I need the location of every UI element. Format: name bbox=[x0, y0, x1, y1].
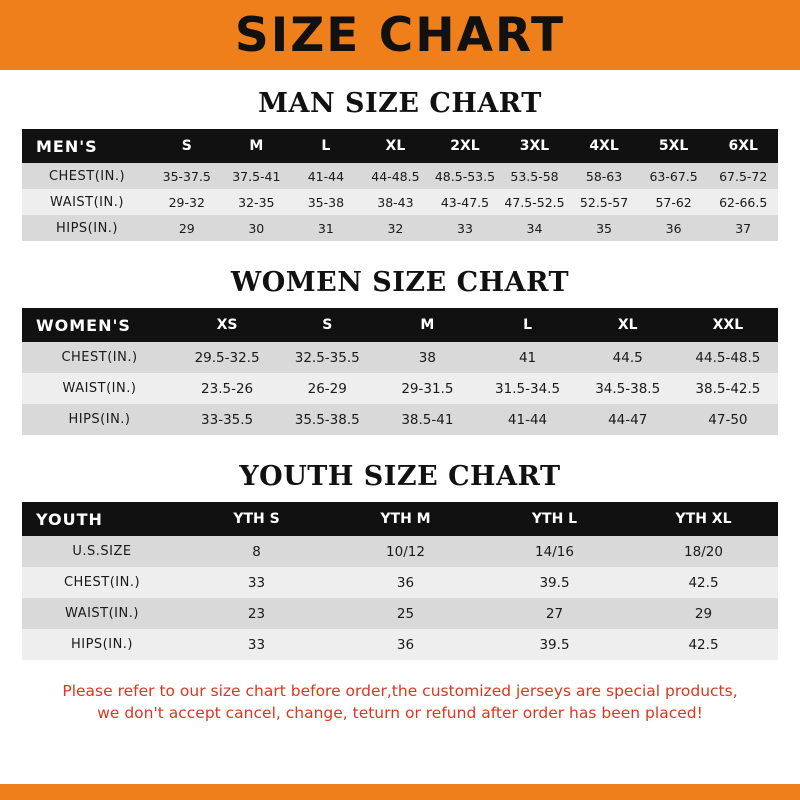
table-cell: 67.5-72 bbox=[708, 163, 778, 189]
table-cell: 23 bbox=[182, 598, 331, 629]
table-cell: 48.5-53.5 bbox=[430, 163, 500, 189]
table-cell: 14/16 bbox=[480, 536, 629, 567]
table-cell: 43-47.5 bbox=[430, 189, 500, 215]
table-cell: 26-29 bbox=[277, 373, 377, 404]
table-cell: 38 bbox=[377, 342, 477, 373]
table-cell: 29-32 bbox=[152, 189, 222, 215]
table-cell: 39.5 bbox=[480, 567, 629, 598]
table-cell: 31.5-34.5 bbox=[477, 373, 577, 404]
row-header: HIPS(IN.) bbox=[22, 629, 182, 660]
column-header: MEN'S bbox=[22, 129, 152, 163]
table-cell: 25 bbox=[331, 598, 480, 629]
table-cell: 29.5-32.5 bbox=[177, 342, 277, 373]
table-cell: 27 bbox=[480, 598, 629, 629]
table-row bbox=[22, 567, 778, 598]
women-size-table bbox=[22, 308, 778, 435]
row-header: CHEST(IN.) bbox=[22, 567, 182, 598]
column-header: 2XL bbox=[430, 129, 500, 163]
table-row bbox=[22, 404, 778, 435]
table-cell: 35.5-38.5 bbox=[277, 404, 377, 435]
column-header: YTH M bbox=[331, 502, 480, 536]
table-header-row bbox=[22, 129, 778, 163]
column-header: S bbox=[152, 129, 222, 163]
row-header: WAIST(IN.) bbox=[22, 598, 182, 629]
column-header: M bbox=[222, 129, 292, 163]
table-cell: 57-62 bbox=[639, 189, 709, 215]
column-header: 3XL bbox=[500, 129, 570, 163]
youth-section-title: YOUTH SIZE CHART bbox=[239, 461, 561, 492]
content-area bbox=[0, 88, 800, 725]
table-cell: 29 bbox=[152, 215, 222, 241]
table-row bbox=[22, 598, 778, 629]
row-header: HIPS(IN.) bbox=[22, 404, 177, 435]
table-cell: 32-35 bbox=[222, 189, 292, 215]
table-cell: 36 bbox=[331, 629, 480, 660]
column-header: YOUTH bbox=[22, 502, 182, 536]
column-header: XL bbox=[361, 129, 431, 163]
footnote-line-2: we don't accept cancel, change, teturn or refund after order has been placed! bbox=[97, 704, 703, 723]
table-cell: 31 bbox=[291, 215, 361, 241]
table-cell: 44.5-48.5 bbox=[678, 342, 778, 373]
row-header: WAIST(IN.) bbox=[22, 373, 177, 404]
table-cell: 23.5-26 bbox=[177, 373, 277, 404]
table-cell: 62-66.5 bbox=[708, 189, 778, 215]
table-row bbox=[22, 373, 778, 404]
table-cell: 42.5 bbox=[629, 629, 778, 660]
table-row bbox=[22, 342, 778, 373]
table-cell: 36 bbox=[331, 567, 480, 598]
table-cell: 41-44 bbox=[477, 404, 577, 435]
table-cell: 41-44 bbox=[291, 163, 361, 189]
table-row bbox=[22, 215, 778, 241]
table-cell: 53.5-58 bbox=[500, 163, 570, 189]
column-header: 6XL bbox=[708, 129, 778, 163]
table-header-row bbox=[22, 308, 778, 342]
column-header: YTH L bbox=[480, 502, 629, 536]
table-cell: 58-63 bbox=[569, 163, 639, 189]
man-size-table bbox=[22, 129, 778, 241]
header-bar bbox=[0, 0, 800, 70]
column-header: XS bbox=[177, 308, 277, 342]
column-header: L bbox=[477, 308, 577, 342]
table-cell: 32 bbox=[361, 215, 431, 241]
table-cell: 35-37.5 bbox=[152, 163, 222, 189]
table-cell: 30 bbox=[222, 215, 292, 241]
table-cell: 42.5 bbox=[629, 567, 778, 598]
table-cell: 41 bbox=[477, 342, 577, 373]
table-cell: 8 bbox=[182, 536, 331, 567]
table-cell: 33 bbox=[182, 567, 331, 598]
column-header: 4XL bbox=[569, 129, 639, 163]
table-cell: 37 bbox=[708, 215, 778, 241]
column-header: 5XL bbox=[639, 129, 709, 163]
column-header: WOMEN'S bbox=[22, 308, 177, 342]
table-cell: 44.5 bbox=[578, 342, 678, 373]
bottom-bar bbox=[0, 784, 800, 800]
women-section-title: WOMEN SIZE CHART bbox=[230, 267, 570, 298]
table-cell: 36 bbox=[639, 215, 709, 241]
table-cell: 32.5-35.5 bbox=[277, 342, 377, 373]
row-header: HIPS(IN.) bbox=[22, 215, 152, 241]
table-row bbox=[22, 189, 778, 215]
table-cell: 47.5-52.5 bbox=[500, 189, 570, 215]
row-header: CHEST(IN.) bbox=[22, 342, 177, 373]
column-header: L bbox=[291, 129, 361, 163]
table-cell: 52.5-57 bbox=[569, 189, 639, 215]
column-header: M bbox=[377, 308, 477, 342]
footnote-line-1: Please refer to our size chart before order,the customized jerseys are special products, bbox=[62, 682, 738, 700]
man-section-title: MAN SIZE CHART bbox=[258, 88, 542, 119]
column-header: XXL bbox=[678, 308, 778, 342]
table-cell: 10/12 bbox=[331, 536, 480, 567]
table-cell: 18/20 bbox=[629, 536, 778, 567]
column-header: YTH XL bbox=[629, 502, 778, 536]
row-header: U.S.SIZE bbox=[22, 536, 182, 567]
row-header: CHEST(IN.) bbox=[22, 163, 152, 189]
table-cell: 44-47 bbox=[578, 404, 678, 435]
table-cell: 35 bbox=[569, 215, 639, 241]
footnote bbox=[22, 680, 778, 725]
table-row bbox=[22, 163, 778, 189]
table-cell: 33-35.5 bbox=[177, 404, 277, 435]
table-header-row bbox=[22, 502, 778, 536]
column-header: XL bbox=[578, 308, 678, 342]
table-cell: 33 bbox=[182, 629, 331, 660]
table-cell: 39.5 bbox=[480, 629, 629, 660]
table-cell: 35-38 bbox=[291, 189, 361, 215]
table-cell: 37.5-41 bbox=[222, 163, 292, 189]
table-cell: 29 bbox=[629, 598, 778, 629]
table-cell: 33 bbox=[430, 215, 500, 241]
table-cell: 44-48.5 bbox=[361, 163, 431, 189]
table-cell: 38.5-41 bbox=[377, 404, 477, 435]
column-header: YTH S bbox=[182, 502, 331, 536]
column-header: S bbox=[277, 308, 377, 342]
table-cell: 34 bbox=[500, 215, 570, 241]
table-cell: 47-50 bbox=[678, 404, 778, 435]
page-title: SIZE CHART bbox=[234, 7, 566, 63]
youth-size-table bbox=[22, 502, 778, 660]
table-row bbox=[22, 629, 778, 660]
table-cell: 29-31.5 bbox=[377, 373, 477, 404]
table-cell: 34.5-38.5 bbox=[578, 373, 678, 404]
row-header: WAIST(IN.) bbox=[22, 189, 152, 215]
table-cell: 38.5-42.5 bbox=[678, 373, 778, 404]
table-row bbox=[22, 536, 778, 567]
table-cell: 63-67.5 bbox=[639, 163, 709, 189]
table-cell: 38-43 bbox=[361, 189, 431, 215]
